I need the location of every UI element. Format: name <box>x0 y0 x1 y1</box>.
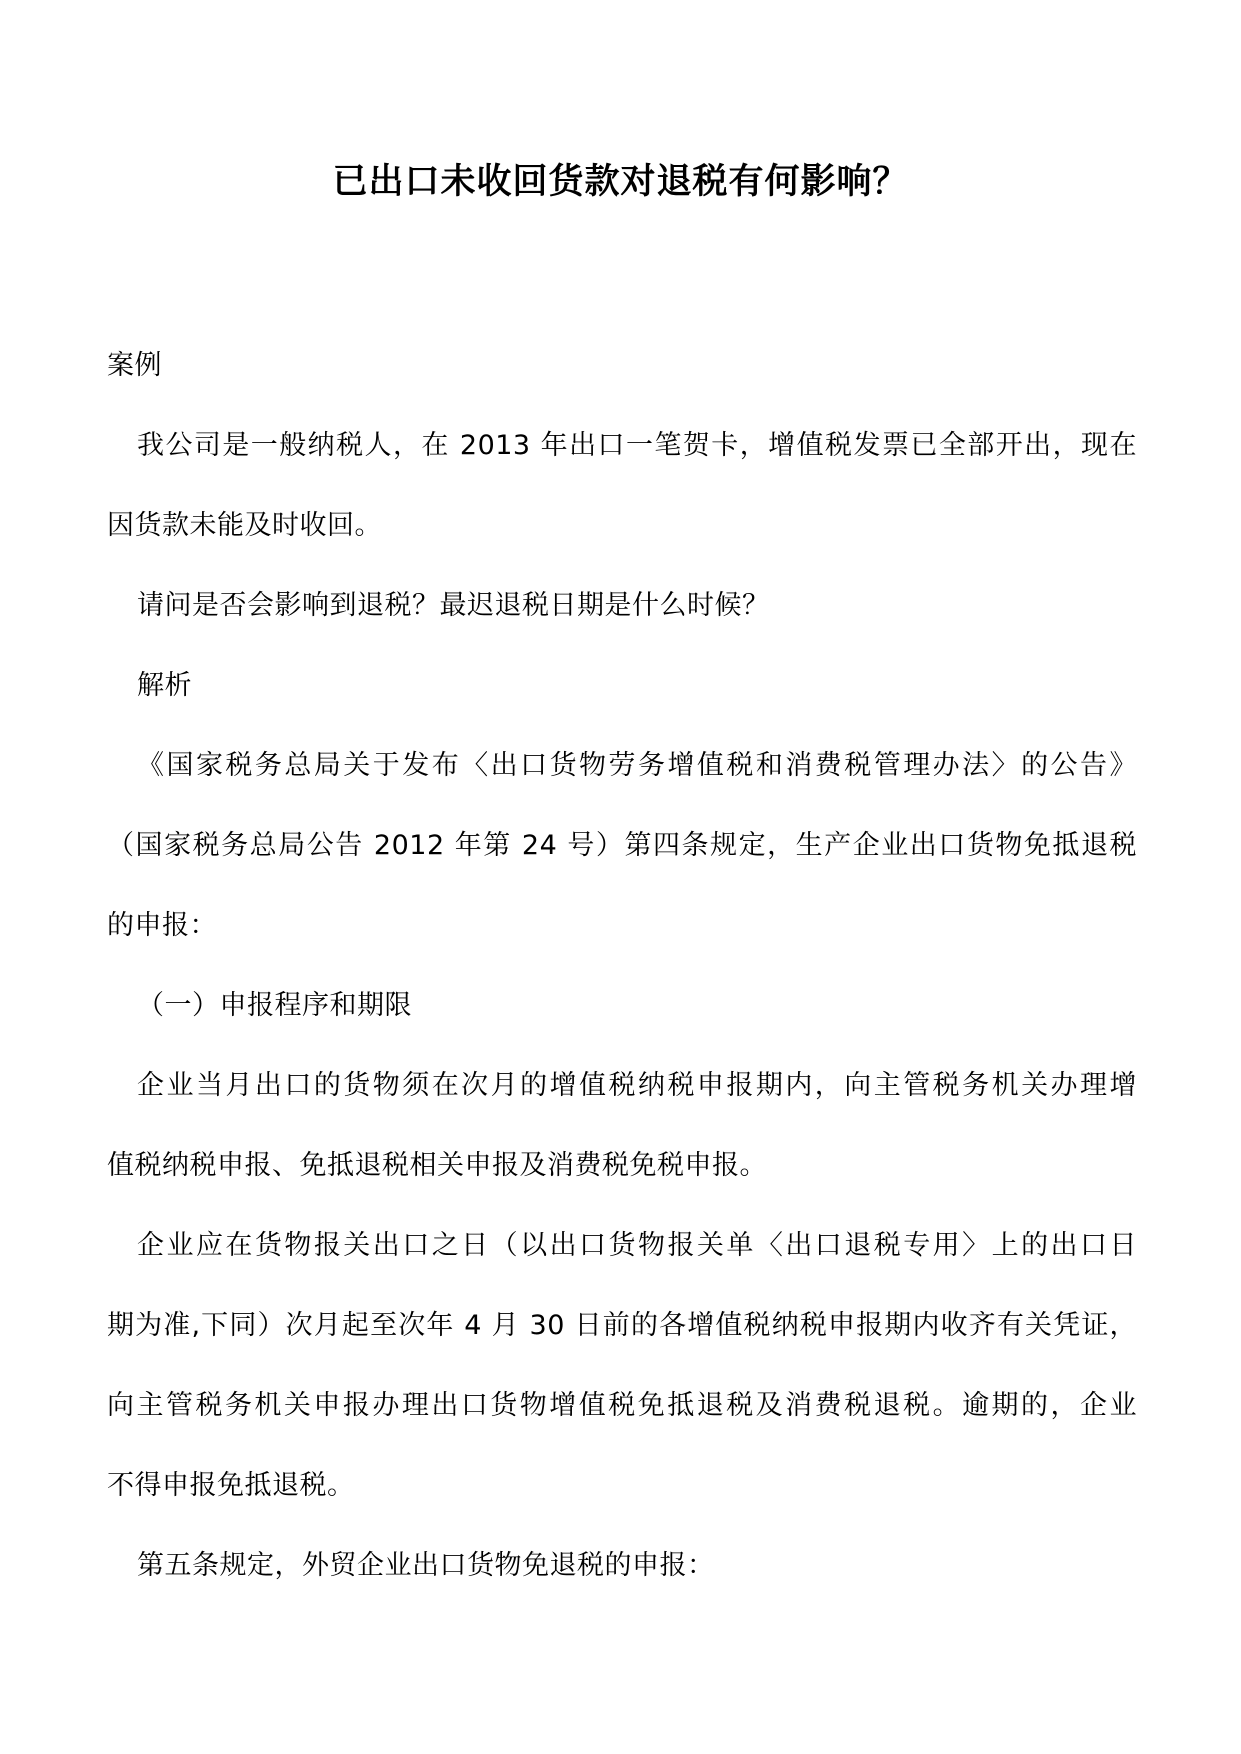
paragraph-line: 企业应在货物报关出口之日（以出口货物报关单〈出口退税专用〉上的出口日 <box>137 1230 1137 1261</box>
paragraph-line: （国家税务总局公告 2012 年第 24 号）第四条规定，生产企业出口货物免抵退税 <box>107 830 1137 861</box>
paragraph-line: 不得申报免抵退税。 <box>107 1470 355 1501</box>
paragraph-line: 请问是否会影响到退税？最迟退税日期是什么时候？ <box>137 590 770 621</box>
paragraph-line: 的申报： <box>107 910 217 941</box>
section-heading-analysis: 解析 <box>137 670 192 701</box>
document-title: 已出口未收回货款对退税有何影响？ <box>332 161 909 202</box>
paragraph-line: 值税纳税申报、免抵退税相关申报及消费税免税申报。 <box>107 1150 767 1181</box>
paragraph-line: 期为准,下同）次月起至次年 4 月 30 日前的各增值税纳税申报期内收齐有关凭证， <box>107 1310 1137 1341</box>
paragraph-line: 第五条规定，外贸企业出口货物免退税的申报： <box>137 1550 715 1581</box>
paragraph-line: 向主管税务机关申报办理出口货物增值税免抵退税及消费税退税。逾期的，企业 <box>107 1390 1137 1421</box>
section-heading-case: 案例 <box>107 350 162 381</box>
paragraph-line: 企业当月出口的货物须在次月的增值税纳税申报期内，向主管税务机关办理增 <box>137 1070 1137 1101</box>
paragraph-line: 《国家税务总局关于发布〈出口货物劳务增值税和消费税管理办法〉的公告》 <box>137 750 1137 781</box>
subheading: （一）申报程序和期限 <box>137 990 412 1021</box>
paragraph-line: 我公司是一般纳税人，在 2013 年出口一笔贺卡，增值税发票已全部开出，现在 <box>137 430 1137 461</box>
paragraph-line: 因货款未能及时收回。 <box>107 510 382 541</box>
